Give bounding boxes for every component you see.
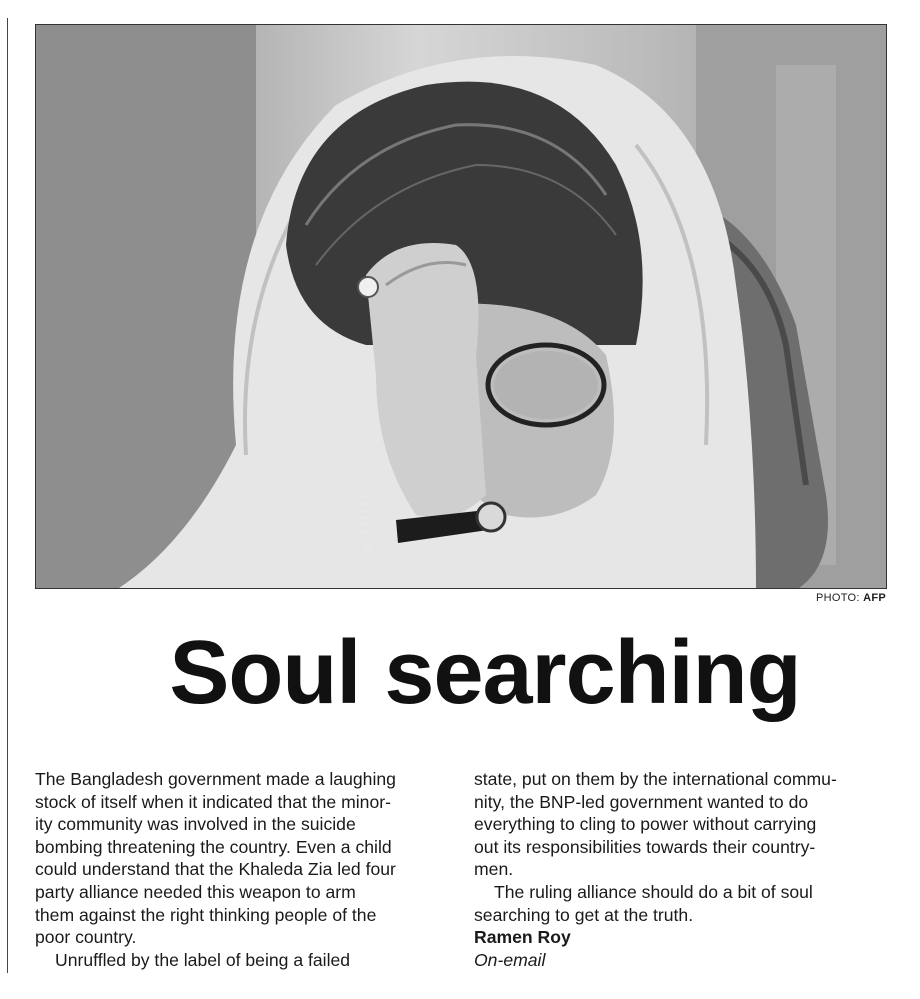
news-photo (35, 24, 887, 589)
headline: Soul searching (169, 623, 801, 723)
photo-illustration (36, 25, 887, 589)
article-column-left (35, 768, 450, 971)
body-line: party alliance needed this weapon to arm (35, 881, 356, 902)
body-line: The Bangladesh government made a laughing (35, 769, 396, 789)
article-column-right (474, 768, 889, 971)
body-line: The ruling alliance should do a bit of soul (494, 881, 813, 902)
body-line: poor country. (35, 927, 137, 948)
body-line: out its responsibilities towards their country- (474, 836, 816, 857)
photo-credit-source: AFP (863, 592, 886, 604)
body-line: stock of itself when it indicated that the minor- (35, 791, 391, 812)
body-line: state, put on them by the international commu- (474, 769, 837, 789)
photo-credit-label: PHOTO: (815, 592, 864, 604)
body-line: Unruffled by the label of being a failed (55, 949, 351, 970)
body-line: searching to get at the truth. (474, 904, 694, 925)
author-name: Ramen Roy (474, 927, 571, 948)
body-line: men. (474, 859, 514, 880)
body-line: could understand that the Khaleda Zia led four (35, 859, 396, 880)
column-rule (7, 18, 8, 973)
body-line: everything to cling to power without carrying (474, 814, 817, 835)
body-line: nity, the BNP-led government wanted to do (474, 791, 809, 812)
body-line: ity community was involved in the suicide (35, 814, 356, 835)
body-line: them against the right thinking people of the (35, 904, 377, 925)
body-line: bombing threatening the country. Even a child (35, 836, 392, 857)
photo-credit (816, 592, 886, 604)
author-source: On-email (474, 949, 546, 970)
